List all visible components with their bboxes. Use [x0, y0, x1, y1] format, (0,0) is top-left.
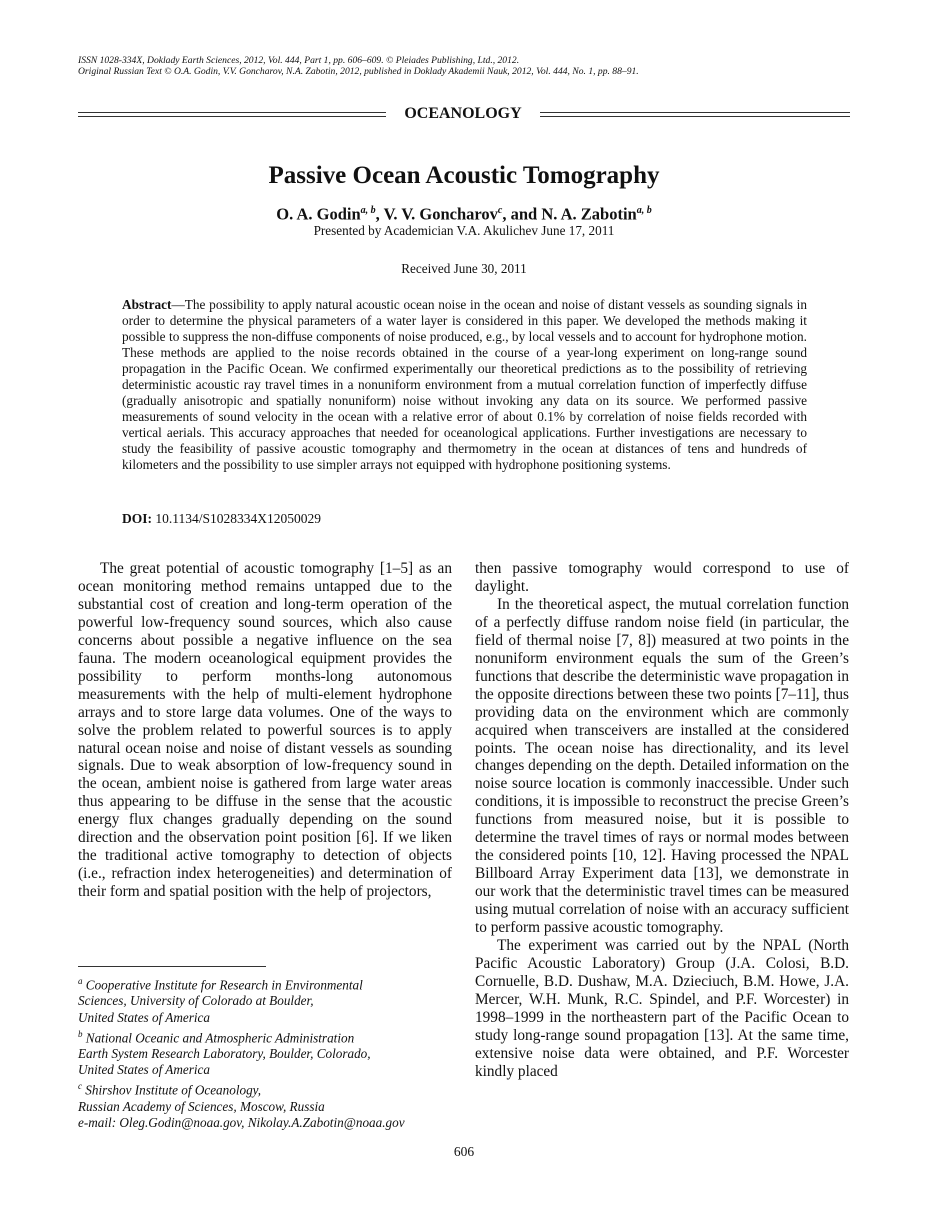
body-paragraph: then passive tomography would correspond to use of daylight. — [475, 560, 849, 595]
footnote-text: Sciences, University of Colorado at Boulder, — [78, 993, 314, 1009]
author-affiliation-mark: c — [497, 205, 503, 216]
abstract-label: Abstract — [122, 297, 172, 312]
footnote-line — [78, 973, 454, 993]
body-paragraph: The great potential of acoustic tomography [1–5] as an ocean monitoring method remains untapped due to the substantial cost of creation and long-term operation of the powerful low-frequency sound sources, which also cause concerns about possible a negative influence on the sea fauna. The modern oceanological equipment provides the possibility to perform months-long autonomous measurements with the help of multi-element hydrophone arrays and to store large data volumes. One of the ways to solve the problem related to powerful sources is to apply natural ocean noise and noise of distant vessels as sounding signals. Due to weak absorption of low-frequency sound in the ocean, ambient noise is gathered from large water areas thus appearing to be diffuse in the sense that the acoustic energy flux changes gradually depending on the sound direction and the observation point position [6]. If we liken the traditional active tomography to detection of objects (i.e., refraction index heterogeneities) and determination of their form and spatial position with the help of projectors, — [78, 560, 452, 901]
abstract-text: —The possibility to apply natural acoustic ocean noise in the ocean and noise of distant vessels as sounding signals in order to determine the physical parameters of a water layer is considered in this paper. We developed the methods making it possible to suppress the non-diffuse components of noise produced, e.g., by local vessels and to account for hydrophone motion. These methods are applied to the noise records obtained in the course of a year-long experiment on long-range sound propagation in the Pacific Ocean. We confirmed experimentally our theoretical predictions as to the possibility of retrieving deterministic acoustic ray travel times in a nonuniform environment from a mutual correlation function of imperfectly diffuse (gradually anisotropic and spatially nonuniform) noise without invoking any data on its source. We performed passive measurements of sound velocity in the ocean with a relative error of about 0.1% by correlation of noise fields recorded with vertical aerials. This accuracy approaches that needed for oceanological applications. Further investigations are necessary to study the feasibility of passive acoustic tomography and thermometry in the ocean at distances of tens and hundreds of kilometers and the possibility to use simpler arrays not equipped with hydrophone positioning systems. — [122, 297, 807, 473]
abstract — [122, 297, 807, 474]
journal-header-line: ISSN 1028-334X, Doklady Earth Sciences, 2012, Vol. 444, Part 1, pp. 606–609. © Pleiades Publishing, Ltd., 2012. — [78, 55, 520, 66]
section-heading — [78, 104, 850, 126]
footnotes — [78, 973, 454, 1131]
doi-label: DOI: — [122, 511, 152, 526]
received-date: Received June 30, 2011 — [401, 261, 527, 276]
footnote-line — [78, 1099, 454, 1115]
author-name: O. A. Godin — [276, 204, 361, 224]
author-separator: , — [375, 204, 384, 224]
body-paragraph: The experiment was carried out by the NPAL (North Pacific Acoustic Laboratory) Group (J.A. Colosi, B.D. Cornuelle, B.D. Dushaw, M.A. Dzieciuch, B.M. Howe, J.A. Mercer, W.H. Munk, R.C. Spindel, and P.F. Worcester) in 1998–1999 in the northeastern part of the Pacific Ocean to study long-range sound propagation [13]. At the same time, extensive noise data were obtained, and P.F. Worcester kindly placed — [475, 937, 849, 1080]
author-separator: , and — [502, 204, 542, 224]
section-rule-right — [540, 112, 850, 117]
doi-value: 10.1134/S1028334X12050029 — [152, 511, 322, 526]
section-rule-left — [78, 112, 386, 117]
footnote-text: e-mail: Oleg.Godin@noaa.gov, Nikolay.A.Zabotin@noaa.gov — [78, 1114, 405, 1130]
footnote-text: Cooperative Institute for Research in Environmental — [85, 977, 363, 993]
footnote-text: Shirshov Institute of Oceanology, — [85, 1082, 262, 1098]
footnote-text: Earth System Research Laboratory, Boulder, Colorado, — [78, 1046, 371, 1062]
footnote-line — [78, 1062, 454, 1078]
footnote-text: National Oceanic and Atmospheric Administration — [85, 1030, 355, 1046]
journal-header-line: Original Russian Text © O.A. Godin, V.V. Goncharov, N.A. Zabotin, 2012, published in Doklady Akademii Nauk, 2012, Vol. 444, No. 1, pp. 88–91. — [78, 66, 639, 77]
footnote-line — [78, 1115, 454, 1131]
body-paragraph: In the theoretical aspect, the mutual correlation function of a perfectly diffuse random noise field (in particular, the field of thermal noise [7, 8]) measured at two points in the nonuniform environment equals the sum of the Green’s functions that describe the deterministic wave propagation in the opposite directions between these two points [7–11], thus providing data on the environment which are commonly acquired when transceivers are installed at the considered points. The ocean noise has directionality, and its level changes depending on the depth. Detailed information on the noise source location is commonly inaccessible. Under such conditions, it is impossible to reconstruct the precise Green’s functions from measured noise, but it is possible to determine the travel times of rays or normal modes between the considered points [10, 12]. Having processed the NPAL Billboard Array Experiment data [13], we demonstrate in our work that the deterministic travel times can be measured using mutual correlation of noise with an accuracy sufficient to perform passive acoustic tomography. — [475, 595, 849, 937]
author-list — [78, 201, 850, 225]
author-name: N. A. Zabotin — [541, 204, 637, 224]
footnote-divider — [78, 966, 266, 967]
paper-title: Passive Ocean Acoustic Tomography — [268, 162, 660, 189]
journal-header — [78, 55, 878, 77]
footnote-text: Russian Academy of Sciences, Moscow, Russia — [78, 1098, 325, 1114]
footnote-line — [78, 993, 454, 1009]
page-number: 606 — [453, 1144, 475, 1159]
presented-by: Presented by Academician V.A. Akulichev June 17, 2011 — [313, 223, 615, 238]
footnote-text: United States of America — [78, 1062, 210, 1078]
footnote-line — [78, 1026, 454, 1046]
footnote-line — [78, 1010, 454, 1026]
doi — [122, 511, 321, 527]
body-column-right — [475, 560, 849, 1081]
author-affiliation-mark: a, b — [360, 205, 376, 216]
body-column-left — [78, 560, 452, 901]
footnote-line — [78, 1046, 454, 1062]
footnote-text: United States of America — [78, 1009, 210, 1025]
author-name: V. V. Goncharov — [383, 204, 498, 224]
author-affiliation-mark: a, b — [636, 205, 652, 216]
footnote-mark: b — [78, 1028, 83, 1039]
footnote-line — [78, 1078, 454, 1098]
section-label: OCEANOLOGY — [404, 105, 522, 122]
footnote-mark: c — [78, 1081, 82, 1092]
footnote-mark: a — [78, 976, 83, 986]
